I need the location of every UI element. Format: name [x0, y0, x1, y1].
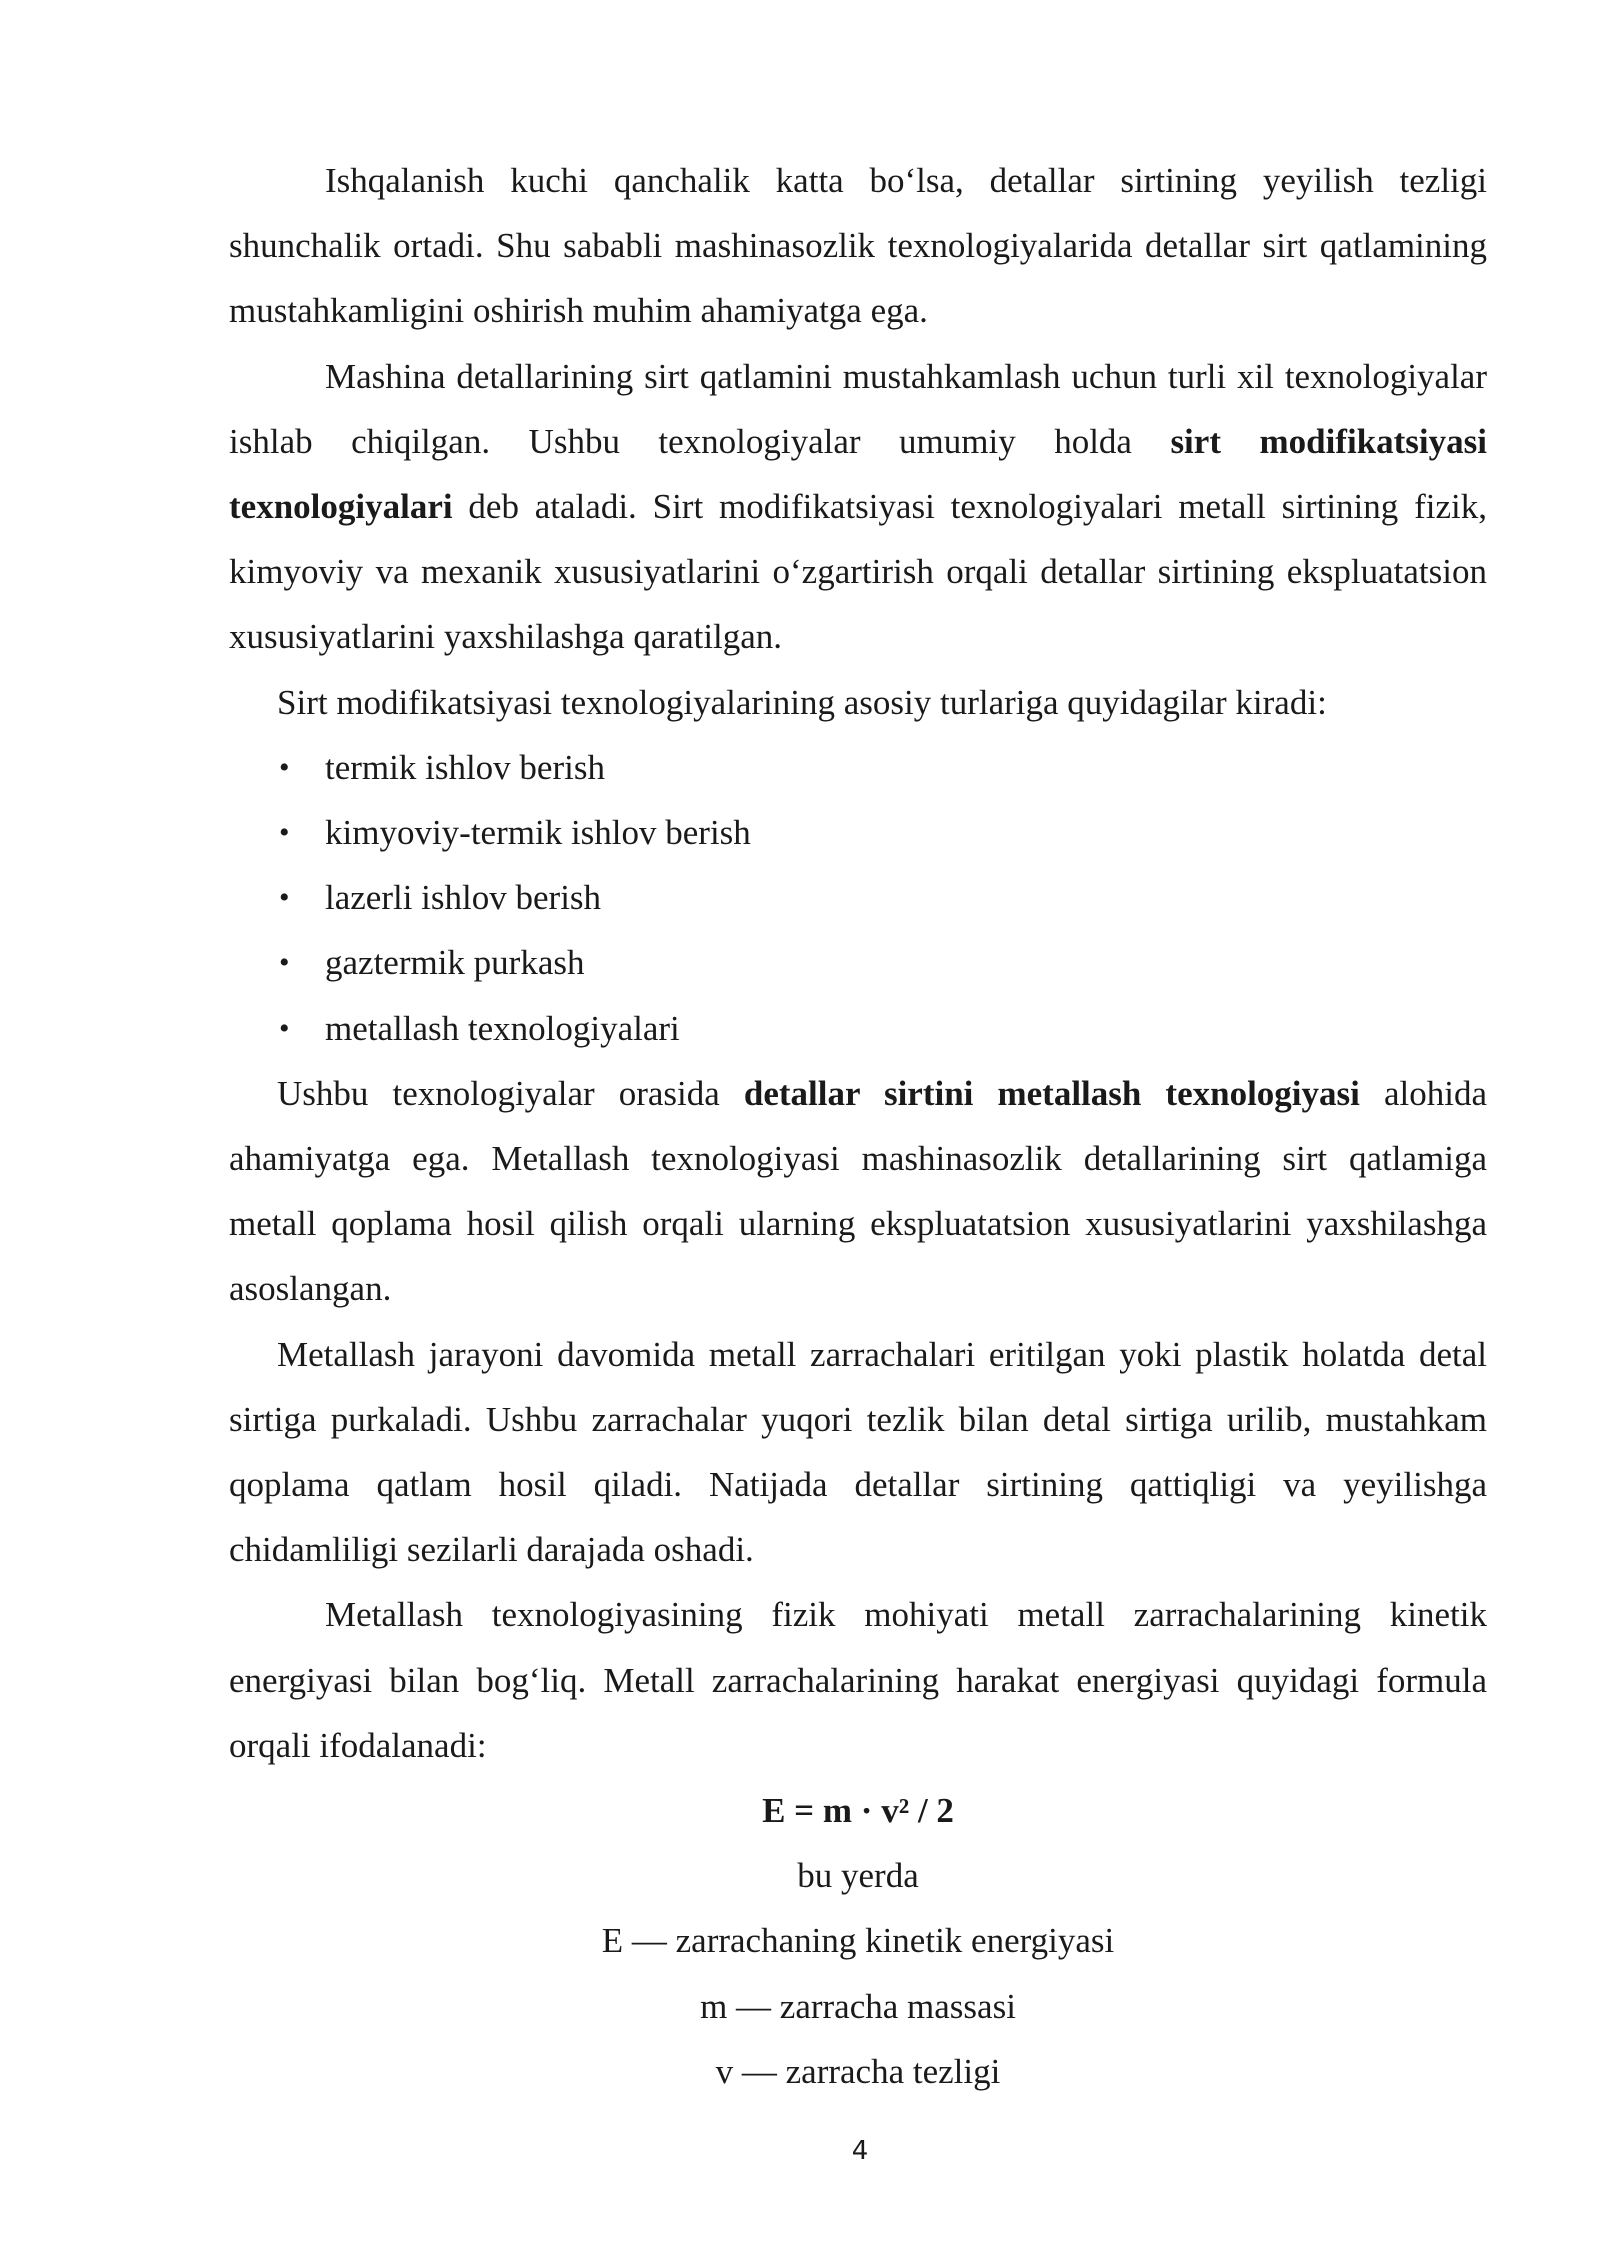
body-text: [229, 148, 1487, 2104]
list-item: [229, 930, 1487, 995]
paragraph-metallization: [229, 1061, 1487, 1322]
bullet-icon: •: [279, 1011, 290, 1045]
bullet-icon: •: [279, 946, 290, 980]
paragraph-friction: Ishqalanish kuchi qanchalik katta bo‘lsa, detallar sirtining yeyilish tezligi shunchalik ortadi. Shu sababli mashinasozlik texnologiyalarida detallar sirt qatlamining mustahkamligini oshirish muhim ahamiyatga ega.: [229, 161, 1487, 331]
list-item: [229, 735, 1487, 800]
formula-definition: v — zarracha tezligi: [715, 2051, 1001, 2091]
paragraph-text: Mashina detallarining sirt qatlamini mustahkamlash uchun turli xil texnologiyalar ishlab chiqilgan. Ushbu texnologiyalar umumiy holda: [229, 356, 1487, 461]
list-item: [229, 865, 1487, 930]
list-item: [229, 800, 1487, 865]
formula-definition: E — zarrachaning kinetik energiyasi: [601, 1921, 1115, 1961]
list-item-label: metallash texnologiyalari: [325, 1008, 680, 1048]
bold-term: detallar sirtini metallash texnologiyasi: [743, 1073, 1360, 1113]
bullet-icon: •: [279, 881, 290, 915]
page-number: 4: [851, 2136, 869, 2166]
paragraph-text: Ushbu texnologiyalar orasida: [277, 1073, 744, 1113]
list-item-label: lazerli ishlov berish: [325, 878, 602, 918]
list-item: [229, 996, 1487, 1061]
formula-expression: E = m · v² / 2: [762, 1791, 954, 1831]
formula-where-label: bu yerda: [797, 1856, 919, 1896]
list-item-label: kimyoviy-termik ishlov berish: [325, 813, 751, 853]
list-item-label: termik ishlov berish: [325, 747, 605, 787]
paragraph-text: alohida ahamiyatga ega. Metallash texnologiyasi mashinasozlik detallarining sirt qatlamiga metall qoplama hosil qilish orqali ularning ekspluatatsion xususiyatlarini yaxshilashga asoslangan.: [229, 1073, 1487, 1309]
paragraph-surface-modification: [229, 344, 1487, 670]
paragraph-types-intro: Sirt modifikatsiyasi texnologiyalarining asosiy turlariga quyidagilar kiradi:: [277, 682, 1327, 722]
list-item-label: gaztermik purkash: [325, 943, 585, 983]
bullet-icon: •: [279, 816, 290, 850]
bullet-icon: •: [279, 750, 290, 784]
formula-definition: m — zarracha massasi: [700, 1986, 1016, 2026]
technology-types-list: [229, 735, 1487, 1061]
paragraph-text: deb ataladi. Sirt modifikatsiyasi texnologiyalari metall sirtining fizik, kimyoviy va mexanik xususiyatlarini o‘zgartirish orqali detallar sirtining ekspluatatsion xususiyatlarini yaxshilashga qaratilgan.: [229, 487, 1487, 657]
paragraph-process: Metallash jarayoni davomida metall zarrachalari eritilgan yoki plastik holatda detal sirtiga purkaladi. Ushbu zarrachalar yuqori tezlik bilan detal sirtiga urilib, mustahkam qoplama qatlam hosil qiladi. Natijada detallar sirtining qattiqligi va yeyilishga chidamliligi sezilarli darajada oshadi.: [229, 1334, 1487, 1570]
paragraph-physics: Metallash texnologiyasining fizik mohiyati metall zarrachalarining kinetik energiyasi bilan bog‘liq. Metall zarrachalarining harakat energiyasi quyidagi formula orqali ifodalanadi:: [229, 1595, 1487, 1765]
bold-term: sirt modifikatsiyasi texnologiyalari: [229, 421, 1487, 527]
